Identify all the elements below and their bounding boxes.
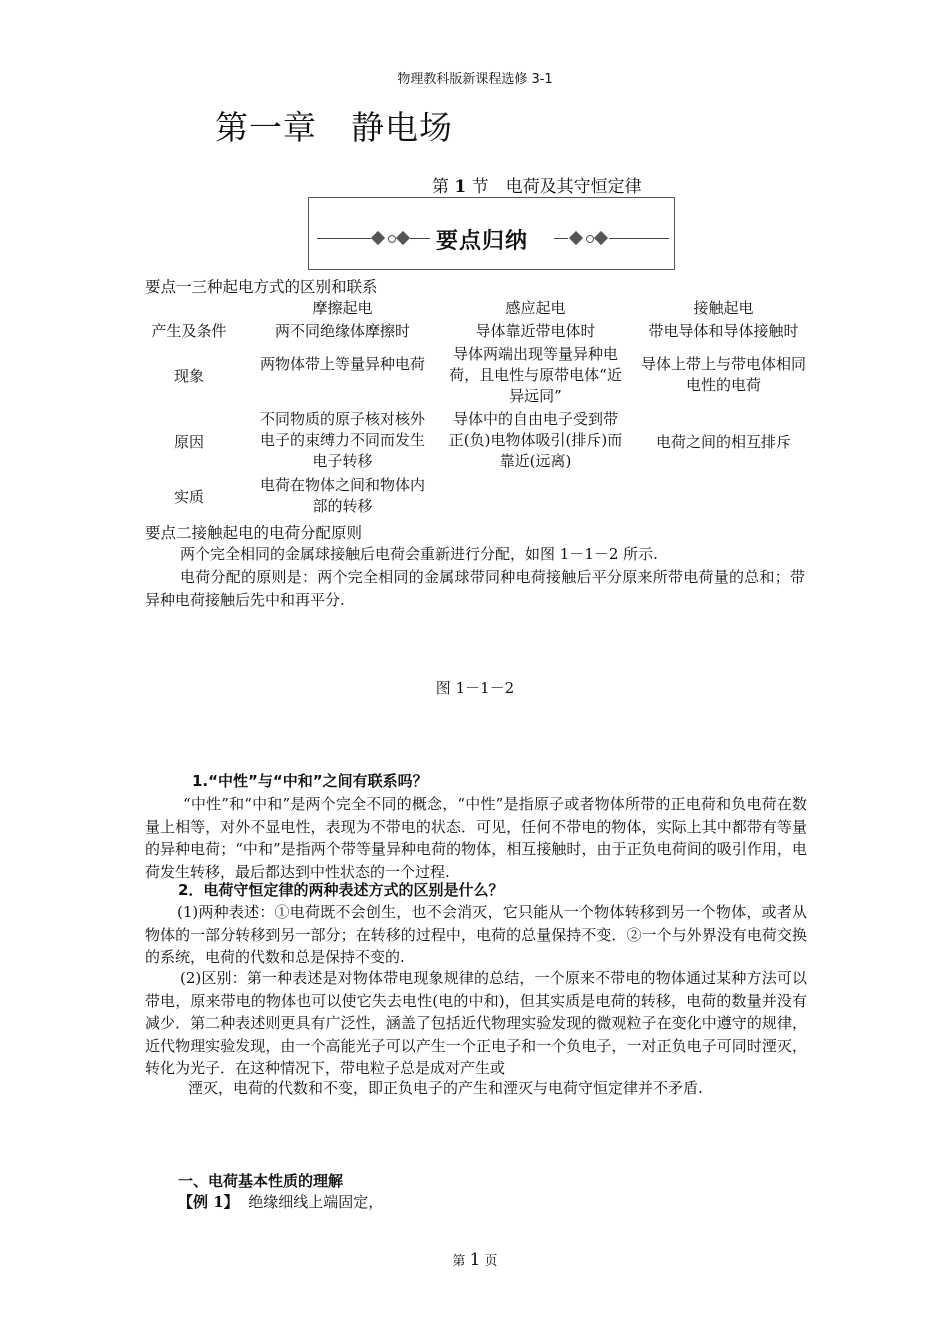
- example-text: 绝缘细线上端固定，: [248, 1193, 384, 1211]
- row-label-essence: 实质: [173, 488, 204, 506]
- row-label-cause: 原因: [173, 433, 204, 451]
- table-cell: 电荷之间的相互排斥: [655, 433, 791, 451]
- page-footer: [0, 1250, 950, 1270]
- col-header-friction: 摩擦起电: [312, 299, 373, 317]
- page-header: 物理教科版新课程选修 3-1: [397, 72, 553, 87]
- row-label-phenomenon: 现象: [173, 367, 204, 385]
- table-cell: 导体两端出现等量异种电荷，且电性与原带电体“近异远同”: [449, 345, 622, 405]
- table-cell: 电荷在物体之间和物体内部的转移: [259, 476, 425, 515]
- table-cell: 导体上带上与带电体相同电性的电荷: [640, 355, 806, 394]
- row-label-condition: 产生及条件: [151, 322, 227, 340]
- section-prefix: 第: [432, 177, 449, 197]
- section-number: 1: [454, 177, 467, 197]
- question-2-paragraph: (1)两种表述：①电荷既不会创生，也不会消灭，它只能从一个物体转移到另一个物体，或者从物体的一部分转移到另一部分；在转移的过程中，电荷的总量保持不变．②一个与外界没有电荷交换的系统，电荷的代数和总是保持不变的.: [145, 903, 807, 966]
- section-name: 节 电荷及其守恒定律: [471, 177, 642, 197]
- table-cell: 两物体带上等量异种电荷: [259, 355, 425, 373]
- question-1-title: 1.“中性”与“中和”之间有联系吗？: [192, 772, 428, 790]
- footer-suffix: 页: [484, 1254, 498, 1269]
- example-1: [178, 1191, 383, 1214]
- col-header-induction: 感应起电: [505, 299, 566, 317]
- point2-paragraph: 两个完全相同的金属球接触后电荷会重新进行分配，如图 1－1－2 所示.: [180, 545, 658, 563]
- col-header-contact: 接触起电: [693, 299, 754, 317]
- footer-prefix: 第: [452, 1254, 466, 1269]
- question-1-text: “中性”和“中和”是两个完全不同的概念，“中性”是指原子或者物体所带的正电荷和负电荷在数量上相等，对外不显电性，表现为不带电的状态．可见，任何不带电的物体，实际上其中都带有等量的异种电荷；“中和”是指两个带等量异种电荷的物体，相互接触时，由于正负电荷间的吸引作用，电荷发生转移，最后都达到中性状态的一个过程.: [145, 795, 807, 881]
- table-cell: 不同物质的原子核对核外电子的束缚力不同而发生电子转移: [259, 410, 425, 470]
- banner-title: 要点归纳: [436, 229, 529, 254]
- section-title: [432, 172, 642, 197]
- section-1-title: 一、电荷基本性质的理解: [178, 1172, 344, 1190]
- page-number: 1: [469, 1250, 481, 1270]
- question-2-title: 2．电荷守恒定律的两种表述方式的区别是什么？: [178, 881, 504, 899]
- table-cell: 两不同绝缘体摩擦时: [274, 322, 410, 340]
- table-cell: 导体靠近带电体时: [475, 322, 596, 340]
- point2-paragraph: 电荷分配的原则是：两个完全相同的金属球带同种电荷接触后平分原来所带电荷量的总和；带异种电荷接触后先中和再平分.: [145, 568, 805, 609]
- example-label: 【例 1】: [178, 1193, 239, 1211]
- question-2-paragraph: 湮灭，电荷的代数和不变，即正负电子的产生和湮灭与电荷守恒定律并不矛盾.: [188, 1079, 703, 1097]
- chapter-title: 第一章 静电场: [215, 108, 453, 147]
- table-cell: 带电导体和导体接触时: [648, 322, 799, 340]
- key-points-banner: [308, 197, 675, 270]
- question-2-paragraph: (2)区别：第一种表述是对物体带电现象规律的总结，一个原来不带电的物体通过某种方法可以带电，原来带电的物体也可以使它失去电性(电的中和)，但其实质是电荷的转移，电荷的数量并没有减少．第二种表述则更具有广泛性，涵盖了包括近代物理实验发现的微观粒子在变化中遵守的规律，近代物理实验发现，由一个高能光子可以产生一个正电子和一个负电子，一对正负电子可同时湮灭，转化为光子．在这种情况下，带电粒子总是成对产生或: [145, 969, 807, 1077]
- figure-caption: 图 1－1－2: [435, 679, 515, 697]
- table-cell: 导体中的自由电子受到带正(负)电物体吸引(排斥)而靠近(远离): [448, 410, 623, 470]
- point2-title: 要点二接触起电的电荷分配原则: [145, 524, 363, 542]
- point1-title: 要点一三种起电方式的区别和联系: [145, 278, 378, 296]
